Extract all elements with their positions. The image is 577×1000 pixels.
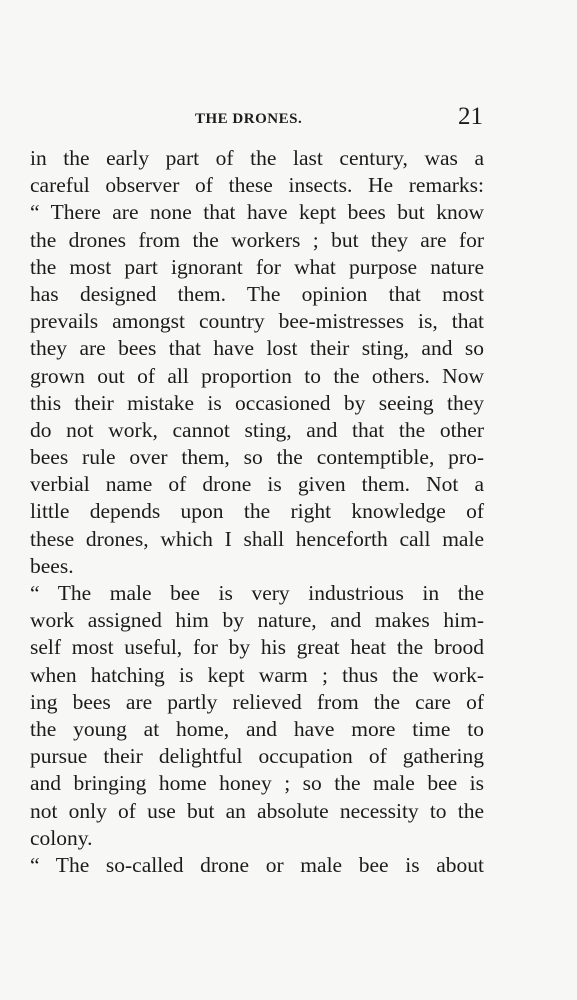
text-line: self most useful, for by his great heat the brood (30, 635, 484, 660)
text-line: “ The so-called drone or male bee is about (30, 852, 484, 877)
text-line: little depends upon the right knowledge of (30, 499, 484, 524)
text-line: and bringing home honey ; so the male bee is (30, 771, 484, 796)
text-line: work assigned him by nature, and makes him- (30, 608, 484, 633)
text-line: grown out of all proportion to the others. Now (30, 363, 484, 388)
text-line: “ There are none that have kept bees but know (30, 200, 484, 225)
text-line: not only of use but an absolute necessity to the (30, 798, 484, 823)
text-line: colony. (30, 825, 93, 850)
text-line: when hatching is kept warm ; thus the work- (30, 662, 484, 687)
text-line: bees. (30, 553, 74, 578)
text-line: these drones, which I shall henceforth call male (30, 526, 484, 551)
text-line: ing bees are partly relieved from the care of (30, 689, 484, 714)
text-line: this their mistake is occasioned by seeing they (30, 390, 484, 415)
text-line: the young at home, and have more time to (30, 716, 484, 741)
text-line: the drones from the workers ; but they are for (30, 227, 484, 252)
page-number: 21 (458, 103, 483, 130)
page-header (30, 103, 485, 133)
text-line: verbial name of drone is given them. Not a (30, 472, 484, 497)
text-line: “ The male bee is very industrious in the (30, 581, 484, 605)
running-head: THE DRONES. (195, 111, 303, 127)
body-text (30, 145, 484, 879)
text-line: prevails amongst country bee-mistresses is, that (30, 309, 484, 334)
text-line: they are bees that have lost their sting, and so (30, 336, 484, 361)
text-line: do not work, cannot sting, and that the other (30, 417, 484, 442)
text-line: bees rule over them, so the contemptible, pro- (30, 445, 484, 470)
text-line: pursue their delightful occupation of gathering (30, 744, 484, 769)
text-line: careful observer of these insects. He remarks: (30, 173, 484, 198)
text-line: in the early part of the last century, was a (30, 146, 484, 170)
text-line: has designed them. The opinion that most (30, 281, 484, 306)
text-line: the most part ignorant for what purpose nature (30, 254, 484, 279)
